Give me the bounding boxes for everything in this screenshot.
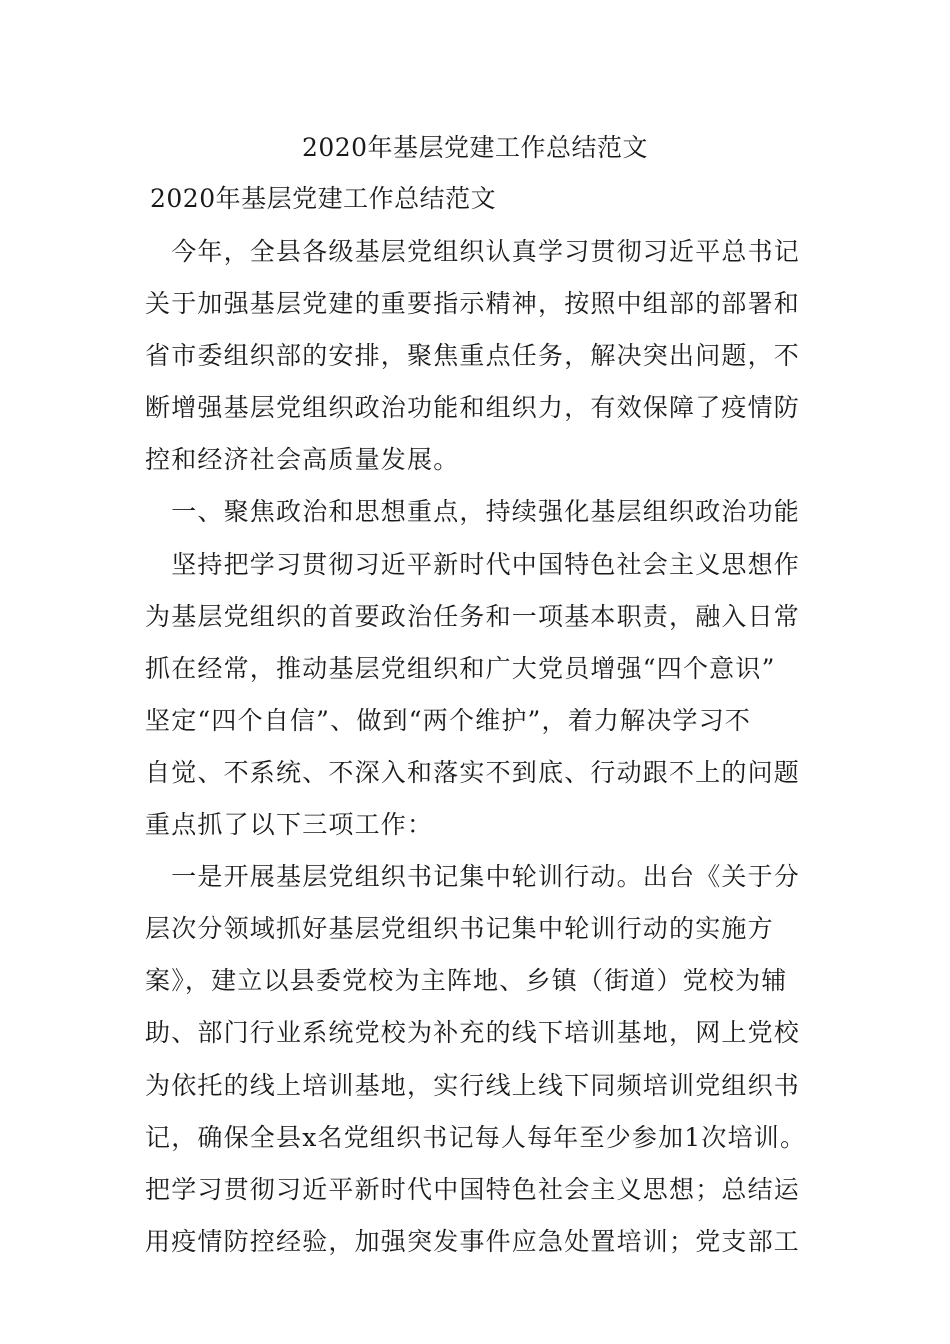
body-line: 记，确保全县x名党组织书记每人每年至少参加1次培训。 <box>145 1122 807 1152</box>
body-line: 断增强基层党组织政治功能和组织力，有效保障了疫情防 <box>145 393 801 423</box>
body-line: 为基层党组织的首要政治任务和一项基本职责，融入日常 <box>145 601 801 631</box>
body-line: 案》，建立以县委党校为主阵地、乡镇（街道）党校为辅 <box>145 966 788 996</box>
body-line: 控和经济社会高质量发展。 <box>145 445 460 475</box>
body-line: 为依托的线上培训基地，实行线上线下同频培训党组织书 <box>145 1070 801 1100</box>
body-line: 重点抓了以下三项工作： <box>145 810 434 840</box>
body-line: 自觉、不系统、不深入和落实不到底、行动跟不上的问题 <box>145 757 801 787</box>
body-line: 一是开展基层党组织书记集中轮训行动。出台《关于分 <box>145 862 801 892</box>
body-line: 助、部门行业系统党校为补充的线下培训基地，网上党校 <box>145 1018 801 1048</box>
document-subtitle: 2020年基层党建工作总结范文 <box>150 184 497 213</box>
body-line: 把学习贯彻习近平新时代中国特色社会主义思想；总结运 <box>145 1174 801 1204</box>
document-body <box>145 226 825 1268</box>
body-line: 坚定“四个自信”、做到“两个维护”，着力解决学习不 <box>145 705 752 735</box>
body-line: 今年，全县各级基层党组织认真学习贯彻习近平总书记 <box>145 237 801 266</box>
section-heading: 一、聚焦政治和思想重点，持续强化基层组织政治功能 <box>145 497 801 527</box>
body-line: 抓在经常，推动基层党组织和广大党员增强“四个意识” <box>145 653 776 683</box>
body-line: 坚持把学习贯彻习近平新时代中国特色社会主义思想作 <box>145 549 801 579</box>
body-line: 关于加强基层党建的重要指示精神，按照中组部的部署和 <box>145 289 801 319</box>
body-line: 层次分领域抓好基层党组织书记集中轮训行动的实施方 <box>145 914 774 944</box>
body-line: 省市委组织部的安排，聚焦重点任务，解决突出问题，不 <box>145 341 801 371</box>
document-title: 2020年基层党建工作总结范文 <box>301 133 649 162</box>
body-line: 用疫情防控经验，加强突发事件应急处置培训；党支部工 <box>145 1226 801 1256</box>
